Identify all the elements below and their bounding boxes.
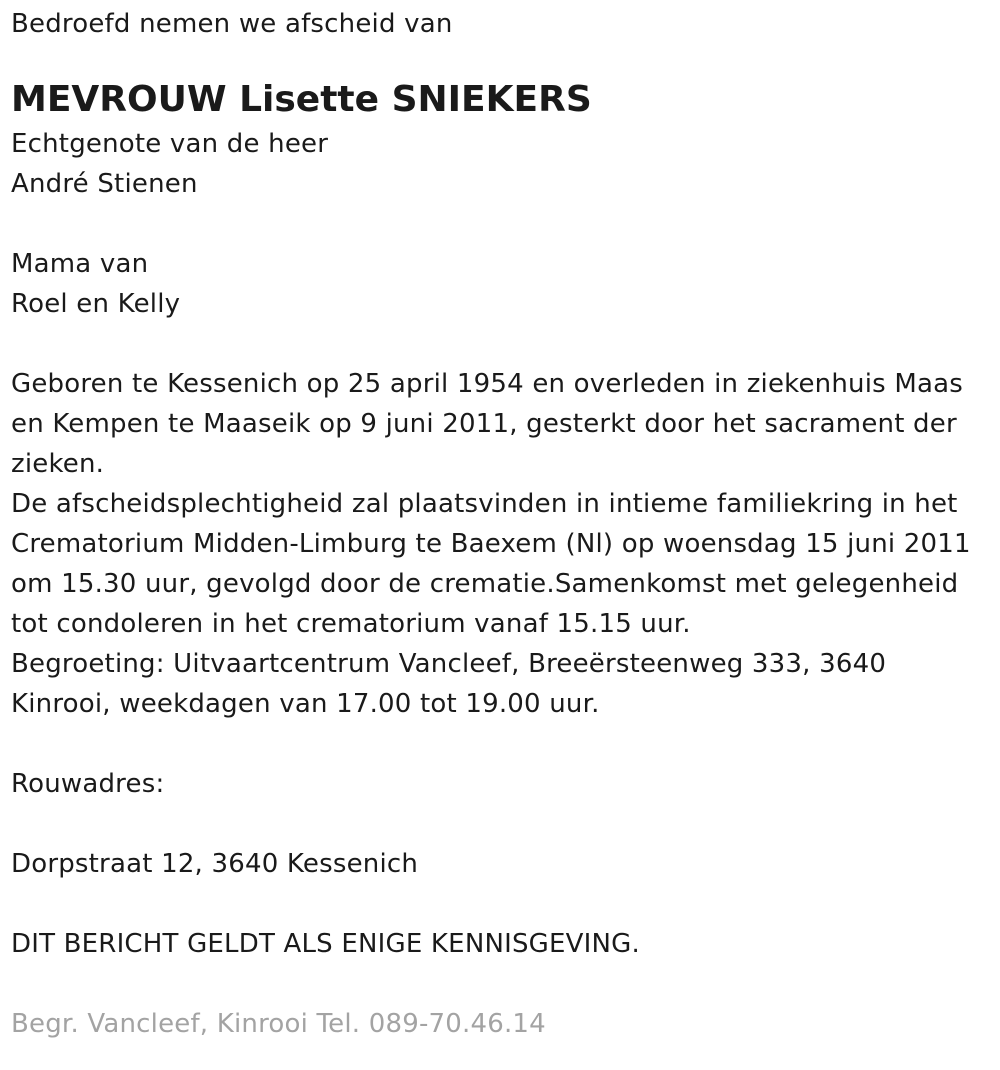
ceremony-paragraph: De afscheidsplechtigheid zal plaatsvinden in intieme familiekring in het Crematorium Midden-Limburg te Baexem (Nl) op woensdag 15 juni 2011 om 15.30 uur, gevolgd door de crematie.Samenkomst met gelegenheid tot condoleren in het crematorium vanaf 15.15 uur. [11, 489, 971, 639]
children-label: Mama van [11, 249, 149, 279]
notice-statement: DIT BERICHT GELDT ALS ENIGE KENNISGEVING. [11, 929, 640, 959]
spacer [11, 724, 991, 764]
spouse-label: Echtgenote van de heer [11, 129, 329, 159]
funeral-home-footer: Begr. Vancleef, Kinrooi Tel. 089-70.46.14 [11, 1009, 546, 1039]
address-value: Dorpstraat 12, 3640 Kessenich [11, 849, 419, 879]
spacer [11, 204, 991, 244]
spouse-name: André Stienen [11, 169, 198, 199]
spacer [11, 964, 991, 1004]
children-names: Roel en Kelly [11, 289, 181, 319]
birth-death-paragraph: Geboren te Kessenich op 25 april 1954 en overleden in ziekenhuis Maas en Kempen te Maaseik op 9 juni 2011, gesterkt door het sacrament der zieken. [11, 369, 963, 479]
obituary-notice [11, 4, 991, 1044]
visitation-paragraph: Begroeting: Uitvaartcentrum Vancleef, Breeërsteenweg 333, 3640 Kinrooi, weekdagen van 17.00 tot 19.00 uur. [11, 649, 887, 719]
intro-text: Bedroefd nemen we afscheid van [11, 9, 453, 39]
spacer [11, 804, 991, 844]
spacer [11, 884, 991, 924]
spacer [11, 324, 991, 364]
deceased-name: MEVROUW Lisette SNIEKERS [11, 79, 592, 120]
address-label: Rouwadres: [11, 769, 165, 799]
